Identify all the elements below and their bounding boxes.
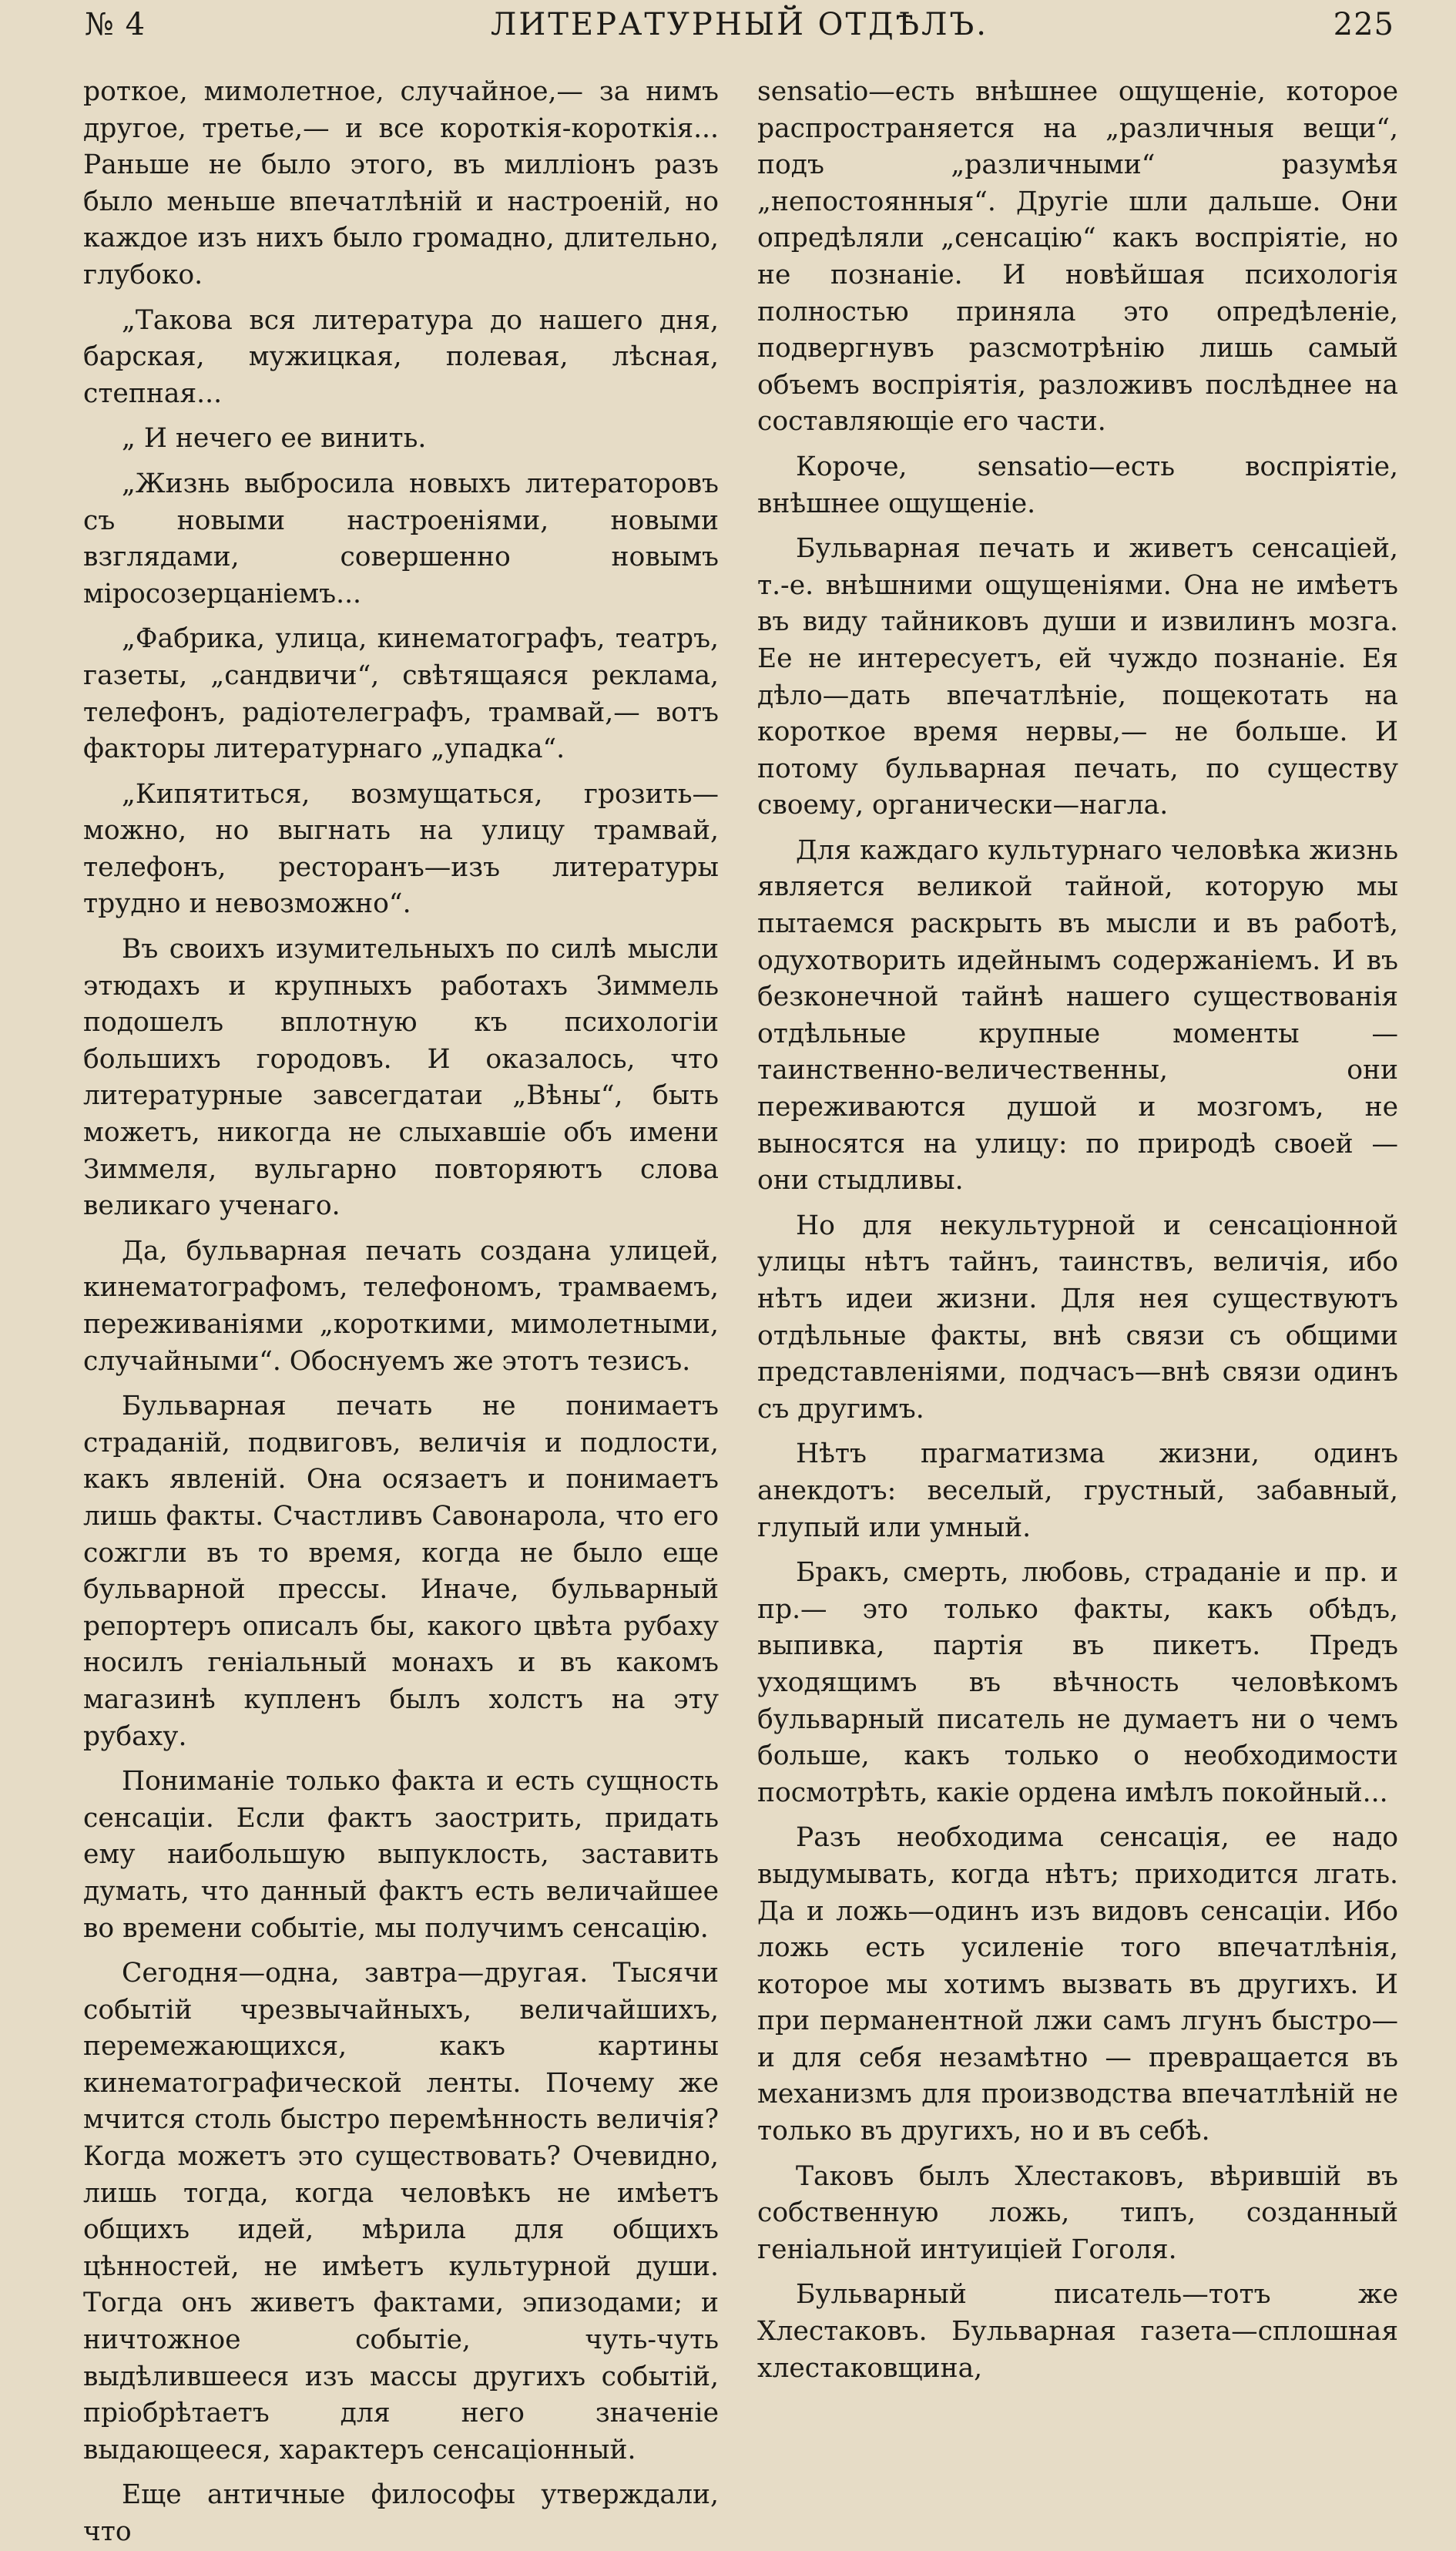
paragraph: „ И нечего ее винить.	[122, 423, 427, 455]
paragraph: „Такова вся литература до нашего дня, барская, мужицкая, полевая, лѣсная, степная...	[83, 304, 719, 409]
paragraph: Нѣтъ прагматизма жизни, одинъ анекдотъ: веселый, грустный, забавный, глупый или умный.	[757, 1438, 1398, 1543]
paragraph: Таковъ былъ Хлестаковъ, вѣрившій въ собственную ложь, типъ, созданный геніальной интуиціей Гоголя.	[757, 2160, 1398, 2265]
paragraph: Бульварный писатель—тотъ же Хлестаковъ. Бульварная газета—сплошная хлестаковщина,	[757, 2279, 1398, 2384]
paragraph: Бульварная печать не понимаетъ страданій, подвиговъ, величія и подлости, какъ явленій. Она осязаетъ и понимаетъ лишь факты. Счастливъ Савонарола, что его сожгли въ то время, когда не было еще бульварной прессы. Иначе, бульварный репортеръ описалъ бы, какого цвѣта рубаху носилъ геніальный монахъ и въ какомъ магазинѣ купленъ былъ холстъ на эту рубаху.	[83, 1391, 719, 1752]
paragraph: „Жизнь выбросила новыхъ литераторовъ съ новыми настроеніями, новыми взглядами, совершенно новымъ міросозерцаніемъ...	[83, 468, 719, 609]
paragraph: роткое, мимолетное, случайное,— за нимъ другое, третье,— и все короткія-короткія... Раньше не было этого, въ милліонъ разъ было меньше впечатлѣній и настроеній, но каждое изъ нихъ было громадно, длительно, глубоко.	[83, 76, 719, 290]
paragraph: Разъ необходима сенсація, ее надо выдумывать, когда нѣтъ; приходится лгать. Да и ложь—одинъ изъ видовъ сенсаціи. Ибо ложь есть усиленіе того впечатлѣнія, которое мы хотимъ вызвать въ другихъ. И при перманентной лжи самъ лгунъ быстро—и для себя незамѣтно — превращается въ механизмъ для производства впечатлѣній не только въ другихъ, но и въ себѣ.	[757, 1822, 1398, 2147]
paragraph: Для каждаго культурнаго человѣка жизнь является великой тайной, которую мы пытаемся раскрыть въ мысли и въ работѣ, одухотворить идейнымъ содержаніемъ. И въ безконечной тайнѣ нашего существованія отдѣльные крупные моменты — таинственно-величественны, они переживаются душой и мозгомъ, не выносятся на улицу: по природѣ своей — они стыдливы.	[757, 834, 1398, 1197]
page-number: 225	[1333, 7, 1394, 42]
paragraph: Пониманіе только факта и есть сущность сенсаціи. Если фактъ заострить, придать ему наибольшую выпуклость, заставить думать, что данный фактъ есть величайшее во времени событіе, мы получимъ сенсацію.	[83, 1766, 719, 1944]
paragraph: Бракъ, смерть, любовь, страданіе и пр. и пр.— это только факты, какъ обѣдъ, выпивка, партія въ пикетъ. Предъ уходящимъ въ вѣчность человѣкомъ бульварный писатель не думаетъ ни о чемъ больше, какъ только о необходимости посмотрѣть, какіе ордена имѣлъ покойный...	[757, 1557, 1398, 1808]
running-header	[85, 5, 1394, 45]
paragraph: Короче, sensatio—есть воспріятіе, внѣшнее ощущеніе.	[757, 451, 1398, 519]
paragraph: „Фабрика, улица, кинематографъ, театръ, газеты, „сандвичи“, свѣтящаяся реклама, телефонъ, радіотелеграфъ, трамвай,— вотъ факторы литературнаго „упадка“.	[83, 623, 719, 765]
paragraph: Да, бульварная печать создана улицей, кинематографомъ, телефономъ, трамваемъ, переживаніями „короткими, мимолетными, случайными“. Обоснуемъ же этотъ тезисъ.	[83, 1235, 719, 1377]
left-column	[83, 74, 719, 2547]
issue-number: № 4	[85, 7, 146, 42]
paragraph: „Кипятиться, возмущаться, грозить—можно, но выгнать на улицу трамвай, телефонъ, ресторанъ—изъ литературы трудно и невозможно“.	[83, 778, 719, 920]
paragraph: Сегодня—одна, завтра—другая. Тысячи событій чрезвычайныхъ, величайшихъ, перемежающихся, какъ картины кинематографической ленты. Почему же мчится столь быстро перемѣнность величія? Когда можетъ это существовать? Очевидно, лишь тогда, когда человѣкъ не имѣетъ общихъ идей, мѣрила для общихъ цѣнностей, не имѣетъ культурной души. Тогда онъ живетъ фактами, эпизодами; и ничтожное событіе, чуть-чуть выдѣлившееся изъ массы другихъ событій, пріобрѣтаетъ для него значеніе выдающееся, характеръ сенсаціонный.	[83, 1958, 719, 2465]
section-title: ЛИТЕРАТУРНЫЙ ОТДѢЛЪ.	[490, 7, 988, 42]
paragraph: Въ своихъ изумительныхъ по силѣ мысли этюдахъ и крупныхъ работахъ Зиммель подошелъ вплотную къ психологіи большихъ городовъ. И оказалось, что литературные завсегдатаи „Вѣны“, быть можетъ, никогда не слыхавшіе объ имени Зиммеля, вульгарно повторяютъ слова великаго ученаго.	[83, 934, 719, 1222]
paragraph: Бульварная печать и живетъ сенсаціей, т.-е. внѣшними ощущеніями. Она не имѣетъ въ виду тайниковъ души и извилинъ мозга. Ее не интересуетъ, ей чуждо познаніе. Ея дѣло—дать впечатлѣніе, пощекотать на короткое время нервы,— не больше. И потому бульварная печать, по существу своему, органически—нагла.	[757, 533, 1398, 821]
paragraph: sensatio—есть внѣшнее ощущеніе, которое распространяется на „различныя вещи“, подъ „различными“ разумѣя „непостоянныя“. Другіе шли дальше. Они опредѣляли „сенсацію“ какъ воспріятіе, но не познаніе. И новѣйшая психологія полностью приняла это опредѣленіе, подвергнувъ разсмотрѣнію лишь самый объемъ воспріятія, разложивъ послѣднее на составляющіе его части.	[757, 76, 1398, 438]
right-column	[757, 74, 1398, 2384]
paragraph: Еще античные философы утверждали, что	[83, 2479, 719, 2547]
paragraph: Но для некультурной и сенсаціонной улицы нѣтъ тайнъ, таинствъ, величія, ибо нѣтъ идеи жизни. Для нея существуютъ отдѣльные факты, внѣ связи съ общими представленіями, подчасъ—внѣ связи одинъ съ другимъ.	[757, 1210, 1398, 1425]
